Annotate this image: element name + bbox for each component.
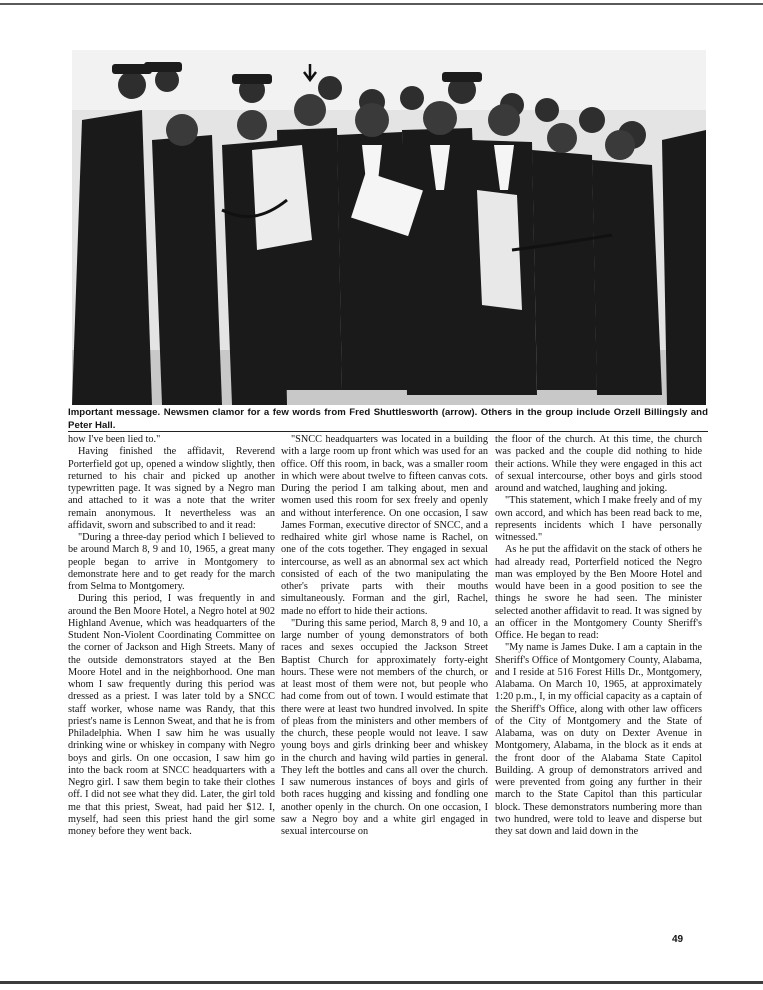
paragraph: During this period, I was frequently in and around the Ben Moore Hotel, a Negro hotel at 902 Highland Avenue, which was headquarters of the Student Non-Violent Coordinating Committee on the corner of Jackson and High Streets. Many of the outside demonstrators stayed at the Ben Moore Hotel and in the neighborhood. One man whom I saw frequently during this period was dressed as a priest. I was later told by a SNCC staff worker, whose name was Randy, that this priest's name is Lennon Sweat, and that he is from Philadelphia. When I saw him he was usually drinking wine or whiskey in company with Negro boys and girls. On one occasion, I saw him go into the back room at SNCC headquarters with a Negro girl. I saw them begin to take their clothes off. I did not see what they did. Later, the girl told me that this priest, Sweat, had paid her $12. I, myself, had seen this priest hand the girl some money before they went back. <box>68 593 275 837</box>
news-photo <box>72 50 706 405</box>
paragraph: Having finished the affidavit, Reverend Porterfield got up, opened a window slightly, then returned to his chair and picked up another typewritten page. It was signed by a Negro man and attached to it was a note that the writer remain anonymous. It nevertheless was an affidavit, sworn and subscribed to and it read: <box>68 446 275 531</box>
photo-caption: Important message. Newsmen clamor for a few words from Fred Shuttlesworth (arrow). Others in the group include Orzell Billingsly and Peter Hall. <box>68 407 708 431</box>
news-photo-illustration <box>72 50 706 405</box>
paragraph: how I've been lied to." <box>68 434 161 445</box>
text-column-3 <box>495 434 702 838</box>
paragraph: "SNCC headquarters was located in a building with a large room up front which was used for an office. Off this room, in back, was a smaller room in which were about twelve to fifteen canvas cots. During the period I am talking about, men and women used this room for sex freely and openly and without interference. On one occasion, I saw James Forman, executive director of SNCC, and a redhaired white girl whose name is Rachel, on one of the cots together. They engaged in sexual intercourse, as well as an abnormal sex act which consisted of each of the two manipulating the other's private parts with their mouths simultaneously. Forman and the girl, Rachel, made no effort to hide their actions. <box>281 434 488 617</box>
paragraph: the floor of the church. At this time, the church was packed and the couple did nothing to hide their actions. While they were engaged in this act of sexual intercourse, other boys and girls stood around and watched, laughing and joking. <box>495 434 702 494</box>
paragraph: "During a three-day period which I believed to be around March 8, 9 and 10, 1965, a great many people began to arrive in Montgomery to demonstrate here and to get ready for the march from Selma to Montgomery. <box>68 532 275 592</box>
text-column-2 <box>281 434 488 838</box>
paragraph: "My name is James Duke. I am a captain in the Sheriff's Office of Montgomery County, Alabama, and I reside at 516 Forest Hills Dr., Montgomery, Alabama. On March 10, 1965, at approximately 1:20 p.m., I, in my official capacity as a captain of the Sheriff's Office, along with other law officers of the City of Montgomery and the State of Alabama, was on duty on Dexter Avenue in Montgomery, Alabama, in the block as it ends at the front door of the Alabama State Capitol Building. A group of demonstrators arrived and were prevented from going any further in their march to the State Capitol than this particular block. These demonstrators numbering more than two hundred, were told to leave and disperse but they sat down and laid down in the <box>495 642 702 837</box>
paragraph: As he put the affidavit on the stack of others he had already read, Porterfield noticed the Negro man was employed by the Ben Moore Hotel and would have been in a good position to see the things he swore he had seen. The minister selected another affidavit to read. It was signed by an officer in the Montgomery County Sheriff's Office. He began to read: <box>495 544 702 641</box>
top-rule <box>0 3 763 5</box>
bottom-rule <box>0 981 763 984</box>
caption-rule <box>68 431 708 432</box>
paragraph: "This statement, which I make freely and of my own accord, and which has been read back to me, represents incidents which I have personally witnessed." <box>495 495 702 543</box>
text-column-1 <box>68 434 275 838</box>
paragraph: "During this same period, March 8, 9 and 10, a large number of young demonstrators of both races and sexes occupied the Jackson Street Baptist Church for approximately forty-eight hours. These were not members of the church, or at least most of them were not, but people who had come from out of town. I would estimate that there were at least two hundred involved. In spite of pleas from the ministers and other members of the church, these people would not leave. I saw young boys and girls drinking beer and whiskey in the church and having wild parties in general. They left the bottles and cans all over the church. I saw numerous instances of boys and girls of both races hugging and kissing and fondling one another openly in the church. On one occasion, I saw a Negro boy and a white girl engaged in sexual intercourse on <box>281 617 488 837</box>
page-number: 49 <box>672 934 684 945</box>
